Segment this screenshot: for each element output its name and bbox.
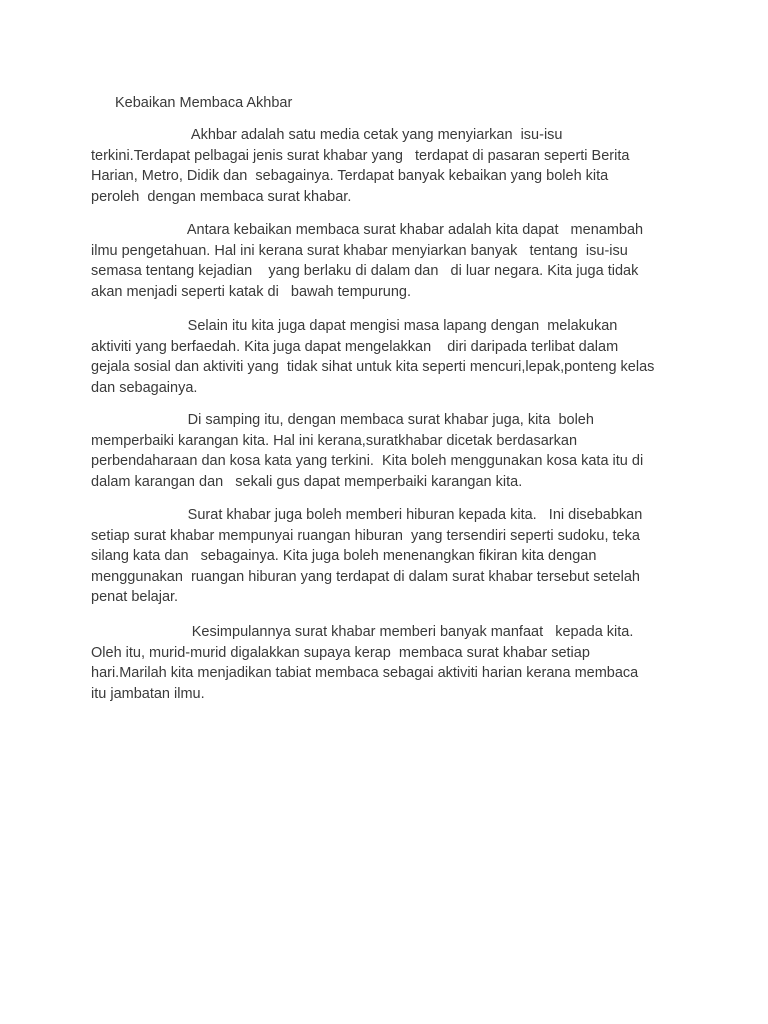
paragraph-line: Harian, Metro, Didik dan sebagainya. Terdapat banyak kebaikan yang boleh kita (91, 168, 609, 185)
paragraph-line: itu jambatan ilmu. (91, 685, 205, 702)
paragraph-line: penat belajar. (91, 589, 179, 606)
paragraph-line: aktiviti yang berfaedah. Kita juga dapat mengelakkan diri daripada terlibat dalam (91, 338, 619, 355)
paragraph-line: Kesimpulannya surat khabar memberi banyak manfaat kepada kita. (91, 624, 634, 640)
paragraph-line: semasa tentang kejadian yang berlaku di dalam dan di luar negara. Kita juga tidak (91, 263, 639, 280)
paragraph-6 (91, 622, 691, 704)
paragraph-3 (91, 316, 691, 398)
paragraph-5 (91, 505, 691, 608)
paragraph-line: Antara kebaikan membaca surat khabar adalah kita dapat menambah (91, 222, 644, 238)
document-title: Kebaikan Membaca Akhbar (115, 95, 293, 111)
paragraph-line: dalam karangan dan sekali gus dapat memperbaiki karangan kita. (91, 473, 523, 490)
paragraph-line: Di samping itu, dengan membaca surat khabar juga, kita boleh (91, 412, 594, 428)
paragraph-line: ilmu pengetahuan. Hal ini kerana surat khabar menyiarkan banyak tentang isu-isu (91, 242, 628, 259)
paragraph-line: memperbaiki karangan kita. Hal ini kerana,suratkhabar dicetak berdasarkan (91, 432, 578, 449)
paragraph-2 (91, 220, 691, 302)
paragraph-line: Surat khabar juga boleh memberi hiburan kepada kita. Ini disebabkan (91, 507, 643, 523)
paragraph-line: setiap surat khabar mempunyai ruangan hiburan yang tersendiri seperti sudoku, teka (91, 527, 640, 544)
paragraph-line: menggunakan ruangan hiburan yang terdapat di dalam surat khabar tersebut setelah (91, 568, 640, 585)
paragraph-line: Akhbar adalah satu media cetak yang menyiarkan isu-isu (91, 127, 563, 143)
paragraph-line: gejala sosial dan aktiviti yang tidak sihat untuk kita seperti mencuri,lepak,ponteng kelas (91, 359, 655, 376)
paragraph-line: terkini.Terdapat pelbagai jenis surat khabar yang terdapat di pasaran seperti Berita (91, 147, 630, 164)
paragraph-line: hari.Marilah kita menjadikan tabiat membaca sebagai aktiviti harian kerana membaca (91, 665, 639, 682)
paragraph-line: peroleh dengan membaca surat khabar. (91, 188, 352, 205)
paragraph-line: Oleh itu, murid-murid digalakkan supaya kerap membaca surat khabar setiap (91, 644, 590, 661)
paragraph-line: Selain itu kita juga dapat mengisi masa lapang dengan melakukan (91, 318, 618, 334)
paragraph-4 (91, 410, 691, 492)
paragraph-1 (91, 125, 691, 207)
paragraph-line: silang kata dan sebagainya. Kita juga boleh menenangkan fikiran kita dengan (91, 548, 597, 565)
paragraph-line: akan menjadi seperti katak di bawah tempurung. (91, 283, 411, 300)
paragraph-line: perbendaharaan dan kosa kata yang terkini. Kita boleh menggunakan kosa kata itu di (91, 453, 644, 470)
paragraph-line: dan sebagainya. (91, 379, 198, 396)
